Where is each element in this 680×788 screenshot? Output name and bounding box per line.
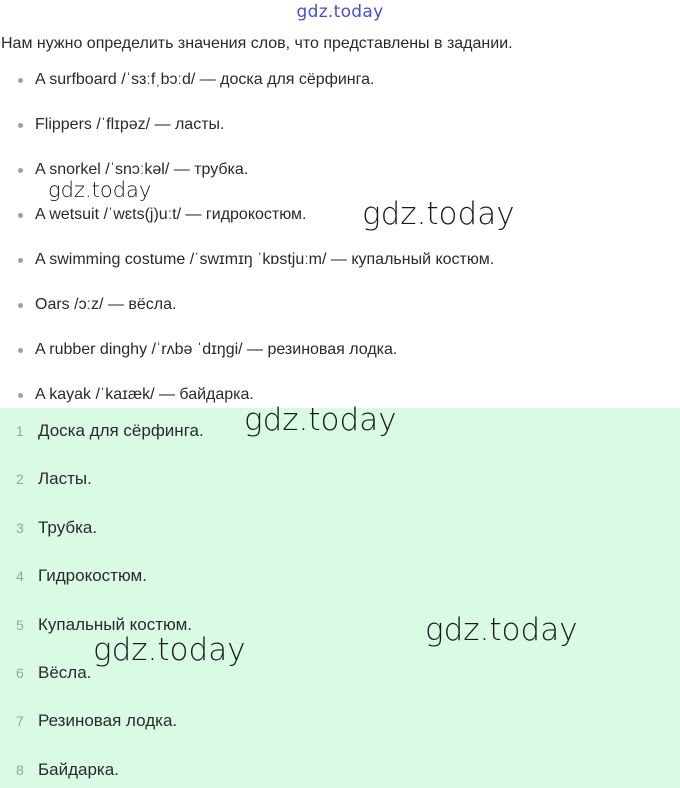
answer-text: Купальный костюм. xyxy=(38,614,193,634)
bullet-icon xyxy=(18,78,23,83)
bullet-icon xyxy=(18,393,23,398)
vocab-item xyxy=(0,111,494,156)
watermark: gdz.today xyxy=(425,612,578,648)
bullet-icon xyxy=(18,123,23,128)
answer-text: Ласты. xyxy=(38,469,92,489)
bullet-icon xyxy=(18,348,23,353)
answers-panel xyxy=(0,408,680,788)
vocab-item-text: A wetsuit /ˈwɛts(j)uːt/ — гидрокостюм. xyxy=(35,206,307,223)
answer-number: 8 xyxy=(16,761,24,778)
vocab-item-text: A kayak /ˈkaɪæk/ — байдарка. xyxy=(35,386,254,403)
vocabulary-list xyxy=(0,66,494,426)
vocab-item-text: A swimming costume /ˈswɪmɪŋ ˈkɒstjuːm/ — купальный костюм. xyxy=(35,251,495,268)
vocab-item xyxy=(0,156,494,201)
vocab-item xyxy=(0,66,494,111)
answer-number: 3 xyxy=(16,519,24,536)
answer-text: Вёсла. xyxy=(38,662,92,682)
intro-text: Нам нужно определить значения слов, что представлены в задании. xyxy=(1,35,513,52)
answer-number: 7 xyxy=(16,713,24,730)
bullet-icon xyxy=(18,168,23,173)
answer-number: 4 xyxy=(16,568,24,585)
watermark: gdz.today xyxy=(244,402,397,438)
answer-number: 5 xyxy=(16,616,24,633)
watermark: gdz.today xyxy=(93,632,246,668)
vocab-item-text: A surfboard /ˈsɜːfˌbɔːd/ — доска для сёрфинга. xyxy=(35,71,375,88)
answer-text: Трубка. xyxy=(38,517,98,537)
site-link[interactable]: gdz.today xyxy=(296,2,384,22)
vocab-item-text: Flippers /ˈflɪpəz/ — ласты. xyxy=(35,116,225,133)
vocab-item xyxy=(0,201,494,246)
vocab-item-text: A rubber dinghy /ˈrʌbə ˈdɪŋgi/ — резиновая лодка. xyxy=(35,341,398,358)
answer-text: Байдарка. xyxy=(38,759,119,779)
vocab-item-text: A snorkel /ˈsnɔːkəl/ — трубка. xyxy=(35,161,249,178)
answer-number: 1 xyxy=(16,423,24,439)
answer-text: Гидрокостюм. xyxy=(38,566,147,586)
answer-text: Резиновая лодка. xyxy=(38,711,178,731)
vocab-item-text: Oars /ɔːz/ — вёсла. xyxy=(35,296,177,313)
bullet-icon xyxy=(18,258,23,263)
answer-number: 2 xyxy=(16,471,24,488)
vocab-item xyxy=(0,291,494,336)
watermark: gdz.today xyxy=(362,196,515,232)
vocab-item xyxy=(0,336,494,381)
answer-text: Доска для сёрфинга. xyxy=(38,421,204,440)
watermark: gdz.today xyxy=(48,178,152,202)
answer-number: 6 xyxy=(16,664,24,681)
bullet-icon xyxy=(18,213,23,218)
bullet-icon xyxy=(18,303,23,308)
vocab-item xyxy=(0,246,494,291)
